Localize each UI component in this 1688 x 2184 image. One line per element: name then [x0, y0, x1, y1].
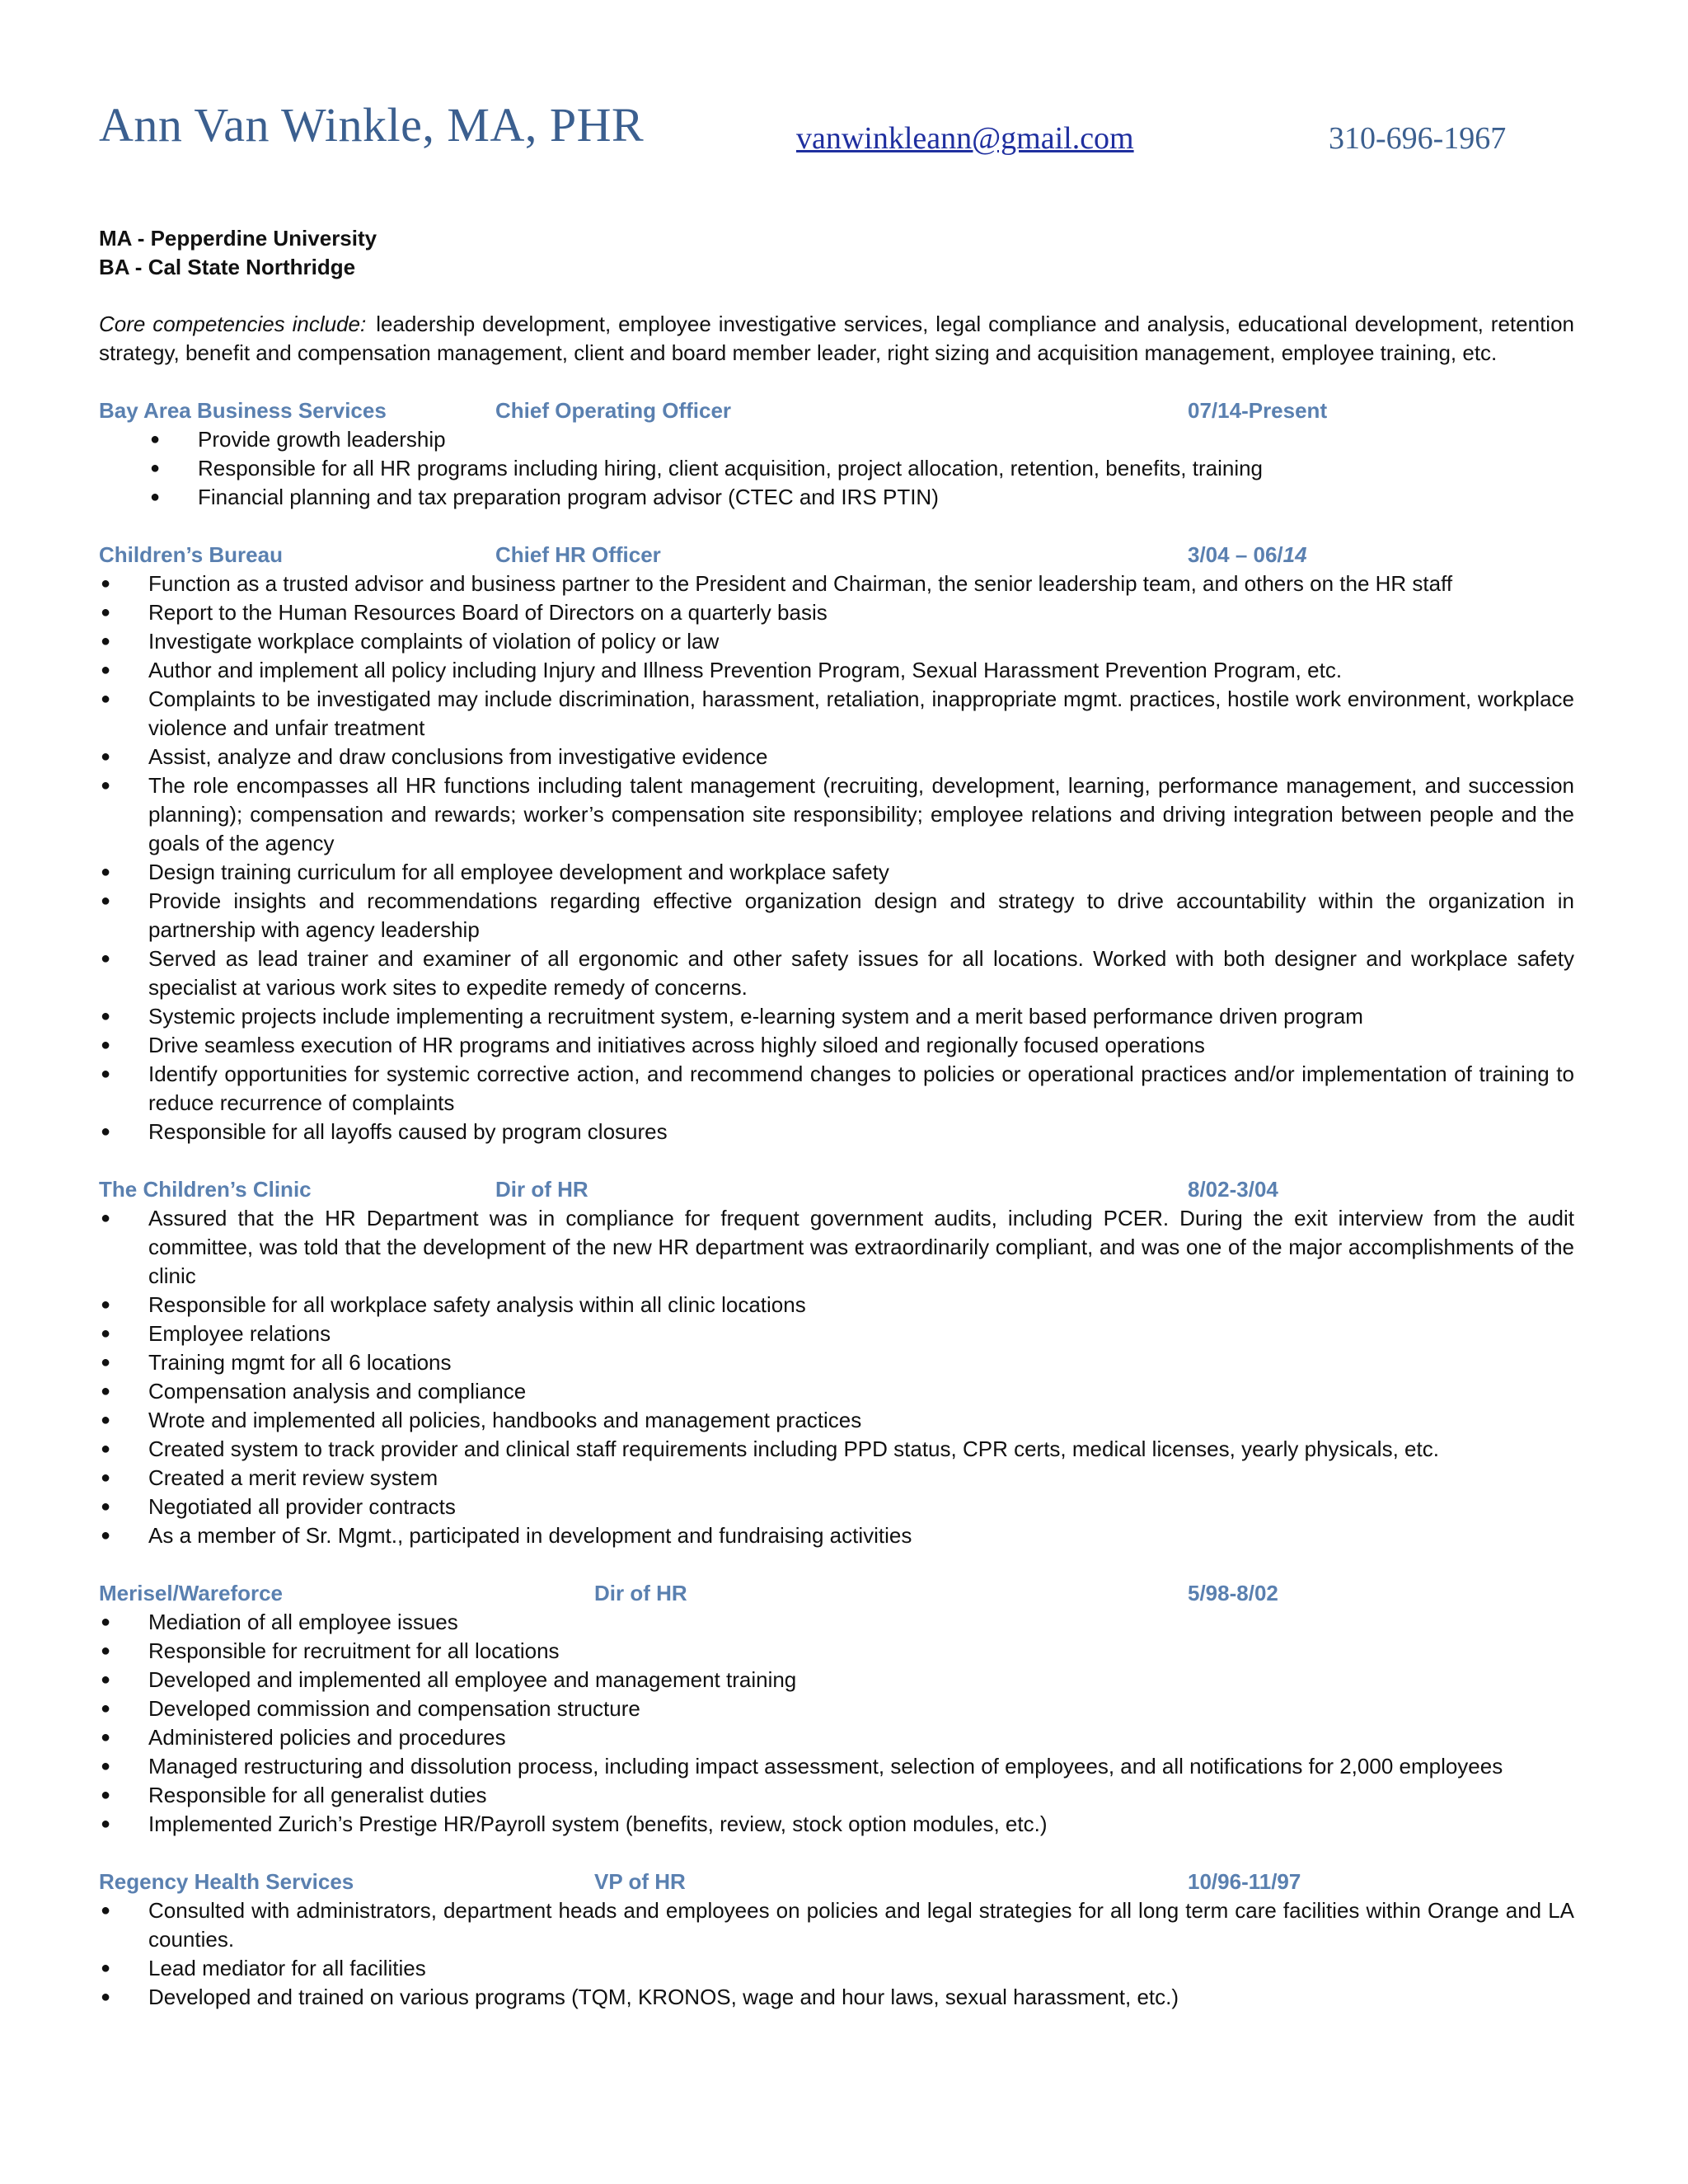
bullet-item: ● Function as a trusted advisor and business partner to the President and Chairman, the senior leadership team, and others on the HR staff	[99, 569, 1574, 598]
bullet-item: ● Wrote and implemented all policies, handbooks and management practices	[99, 1406, 1574, 1435]
job-company: Merisel/Wareforce	[99, 1581, 284, 1605]
job-title: Chief Operating Officer	[495, 398, 732, 423]
bullet-item: ● Systemic projects include implementing a recruitment system, e-learning system and a merit based performance driven program	[99, 1002, 1574, 1031]
resume-page	[99, 97, 1574, 2012]
education-section	[99, 224, 1574, 282]
bullet-item: ● Responsible for all workplace safety analysis within all clinic locations	[99, 1291, 1574, 1319]
email-link[interactable]: vanwinkleann@gmail.com	[796, 121, 1134, 156]
job-header	[99, 1579, 1574, 1608]
job-title: VP of HR	[594, 1869, 686, 1894]
bullet-item: ● Training mgmt for all 6 locations	[99, 1348, 1574, 1377]
bullet-item: ● Developed and implemented all employee and management training	[99, 1666, 1574, 1694]
bullet-item: ● Complaints to be investigated may include discrimination, harassment, retaliation, inappropriate mgmt. practices, hostile work environment, workplace violence and unfair treatment	[99, 685, 1574, 743]
job-entry	[99, 541, 1574, 1146]
bullet-item: ● Financial planning and tax preparation program advisor (CTEC and IRS PTIN)	[99, 483, 1574, 512]
job-header	[99, 1868, 1574, 1896]
bullet-item: ● Served as lead trainer and examiner of all ergonomic and other safety issues for all locations. Worked with both designer and workplace safety specialist at various work sites to expedite remedy of concerns.	[99, 944, 1574, 1002]
bullet-item: ● Drive seamless execution of HR programs and initiatives across highly siloed and regionally focused operations	[99, 1031, 1574, 1060]
job-dates-italic: 14	[1282, 542, 1307, 567]
job-bullets	[99, 1204, 1574, 1550]
bullet-item: ● Identify opportunities for systemic corrective action, and recommend changes to policies or operational practices and/or implementation of training to reduce recurrence of complaints	[99, 1060, 1574, 1118]
bullet-item: ● Mediation of all employee issues	[99, 1608, 1574, 1637]
bullet-item: ● Lead mediator for all facilities	[99, 1954, 1574, 1983]
job-header	[99, 396, 1574, 425]
job-dates	[1188, 396, 1327, 425]
bullet-item: ● Implemented Zurich’s Prestige HR/Payroll system (benefits, review, stock option modules, etc.)	[99, 1810, 1574, 1839]
bullet-item: ● Design training curriculum for all employee development and workplace safety	[99, 858, 1574, 887]
bullet-item: ● Administered policies and procedures	[99, 1723, 1574, 1752]
bullet-item: ● Responsible for recruitment for all locations	[99, 1637, 1574, 1666]
bullet-item: ● Provide insights and recommendations regarding effective organization design and strategy to drive accountability within the organization in partnership with agency leadership	[99, 887, 1574, 944]
job-company: Children’s Bureau	[99, 542, 283, 567]
resume-header	[99, 97, 1574, 180]
job-dates	[1188, 1175, 1278, 1204]
bullet-item: ● Consulted with administrators, department heads and employees on policies and legal strategies for all long term care facilities within Orange and LA counties.	[99, 1896, 1574, 1954]
experience-section	[99, 396, 1574, 2012]
core-competencies-label: Core competencies include:	[99, 312, 367, 336]
job-entry	[99, 1868, 1574, 2012]
job-title: Dir of HR	[495, 1177, 588, 1202]
bullet-item: ● Responsible for all HR programs including hiring, client acquisition, project allocation, retention, benefits, training	[99, 454, 1574, 483]
job-company: The Children’s Clinic	[99, 1177, 312, 1202]
core-competencies	[99, 310, 1574, 368]
bullet-item: ● Assist, analyze and draw conclusions from investigative evidence	[99, 743, 1574, 771]
education-entry: MA - Pepperdine University	[99, 226, 377, 251]
job-dates	[1188, 1579, 1278, 1608]
job-dates-text: 8/02-3/04	[1188, 1177, 1278, 1202]
bullet-item: ● Assured that the HR Department was in compliance for frequent government audits, including PCER. During the exit interview from the audit committee, was told that the development of the new HR department was extraordinarily compliant, and was one of the major accomplishments of the clinic	[99, 1204, 1574, 1291]
phone-number: 310-696-1967	[1329, 121, 1507, 156]
job-bullets	[99, 1896, 1574, 2012]
bullet-item: ● Created a merit review system	[99, 1464, 1574, 1493]
bullet-item: ● Compensation analysis and compliance	[99, 1377, 1574, 1406]
job-entry	[99, 1175, 1574, 1550]
job-bullets	[99, 425, 1574, 512]
bullet-item: ● The role encompasses all HR functions including talent management (recruiting, development, learning, performance management, and succession planning); compensation and rewards; worker’s compensation site responsibility; employee relations and driving integration between people and the goals of the agency	[99, 771, 1574, 858]
bullet-item: ● Responsible for all generalist duties	[99, 1781, 1574, 1810]
job-dates-text: 5/98-8/02	[1188, 1581, 1278, 1605]
job-dates	[1188, 541, 1307, 569]
bullet-item: ● Negotiated all provider contracts	[99, 1493, 1574, 1521]
bullet-item: ● Author and implement all policy including Injury and Illness Prevention Program, Sexual Harassment Prevention Program, etc.	[99, 656, 1574, 685]
job-title: Dir of HR	[594, 1581, 687, 1605]
bullet-item: ● Created system to track provider and clinical staff requirements including PPD status, CPR certs, medical licenses, yearly physicals, etc.	[99, 1435, 1574, 1464]
bullet-item: ● Developed and trained on various programs (TQM, KRONOS, wage and hour laws, sexual harassment, etc.)	[99, 1983, 1574, 2012]
job-entry	[99, 1579, 1574, 1839]
job-header	[99, 541, 1574, 569]
bullet-item: ● Managed restructuring and dissolution process, including impact assessment, selection of employees, and all notifications for 2,000 employees	[99, 1752, 1574, 1781]
bullet-item: ● Provide growth leadership	[99, 425, 1574, 454]
education-entry: BA - Cal State Northridge	[99, 255, 356, 279]
bullet-item: ● Investigate workplace complaints of violation of policy or law	[99, 627, 1574, 656]
job-dates-text: 07/14-Present	[1188, 398, 1328, 423]
job-dates-text: 10/96-11/97	[1188, 1869, 1301, 1894]
bullet-item: ● Employee relations	[99, 1319, 1574, 1348]
job-bullets	[99, 1608, 1574, 1839]
bullet-item: ● Report to the Human Resources Board of Directors on a quarterly basis	[99, 598, 1574, 627]
job-header	[99, 1175, 1574, 1204]
bullet-item: ● Responsible for all layoffs caused by program closures	[99, 1118, 1574, 1146]
bullet-item: ● As a member of Sr. Mgmt., participated in development and fundraising activities	[99, 1521, 1574, 1550]
bullet-item: ● Developed commission and compensation structure	[99, 1694, 1574, 1723]
job-entry	[99, 396, 1574, 512]
job-dates-text: 3/04 – 06/	[1188, 542, 1283, 567]
core-competencies-text: leadership development, employee investigative services, legal compliance and analysis, educational development, retention strategy, benefit and compensation management, client and board member leader, right sizing and acquisition management, employee training, etc.	[99, 312, 1574, 365]
job-bullets	[99, 569, 1574, 1146]
job-dates	[1188, 1868, 1301, 1896]
job-company: Bay Area Business Services	[99, 398, 387, 423]
job-company: Regency Health Services	[99, 1869, 354, 1894]
candidate-name: Ann Van Winkle, MA, PHR	[99, 98, 645, 152]
job-title: Chief HR Officer	[495, 542, 661, 567]
